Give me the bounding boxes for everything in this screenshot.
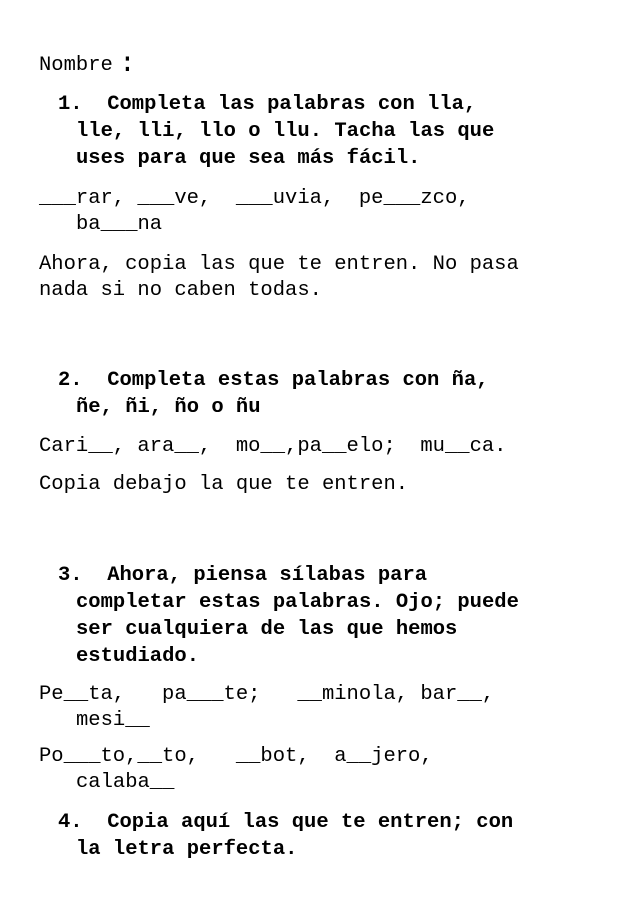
nombre-colon: : bbox=[119, 49, 136, 80]
section2-instruction-line1: Copia debajo la que te entren. bbox=[39, 473, 409, 496]
section3-words-line3: Po___to,__to, __bot, a__jero, bbox=[39, 745, 433, 768]
section1-words-line1: ___rar, ___ve, ___uvia, pe___zco, bbox=[39, 187, 470, 210]
section4-heading-line2: la letra perfecta. bbox=[76, 838, 298, 861]
section3-heading-line2: completar estas palabras. Ojo; puede bbox=[76, 591, 519, 614]
section4-heading-line1: 4. Copia aquí las que te entren; con bbox=[58, 811, 514, 834]
section2-heading-line1: 2. Completa estas palabras con ña, bbox=[58, 369, 489, 392]
section3-words-line2: mesi__ bbox=[76, 709, 150, 732]
section1-words-line2: ba___na bbox=[76, 213, 163, 236]
section1-instruction-line2: nada si no caben todas. bbox=[39, 279, 322, 302]
nombre-label: Nombre bbox=[39, 54, 113, 77]
section2-words-line1: Cari__, ara__, mo__,pa__elo; mu__ca. bbox=[39, 435, 507, 458]
section1-heading-line3: uses para que sea más fácil. bbox=[76, 147, 421, 170]
section3-heading-line4: estudiado. bbox=[76, 645, 200, 668]
section3-heading-line1: 3. Ahora, piensa sílabas para bbox=[58, 564, 428, 587]
section1-heading-line1: 1. Completa las palabras con lla, bbox=[58, 93, 477, 116]
section1-instruction-line1: Ahora, copia las que te entren. No pasa bbox=[39, 253, 519, 276]
section3-words-line4: calaba__ bbox=[76, 771, 175, 794]
section3-words-line1: Pe__ta, pa___te; __minola, bar__, bbox=[39, 683, 495, 706]
section2-heading-line2: ñe, ñi, ño o ñu bbox=[76, 396, 261, 419]
section1-heading-line2: lle, lli, llo o llu. Tacha las que bbox=[76, 120, 495, 143]
section3-heading-line3: ser cualquiera de las que hemos bbox=[76, 618, 458, 641]
